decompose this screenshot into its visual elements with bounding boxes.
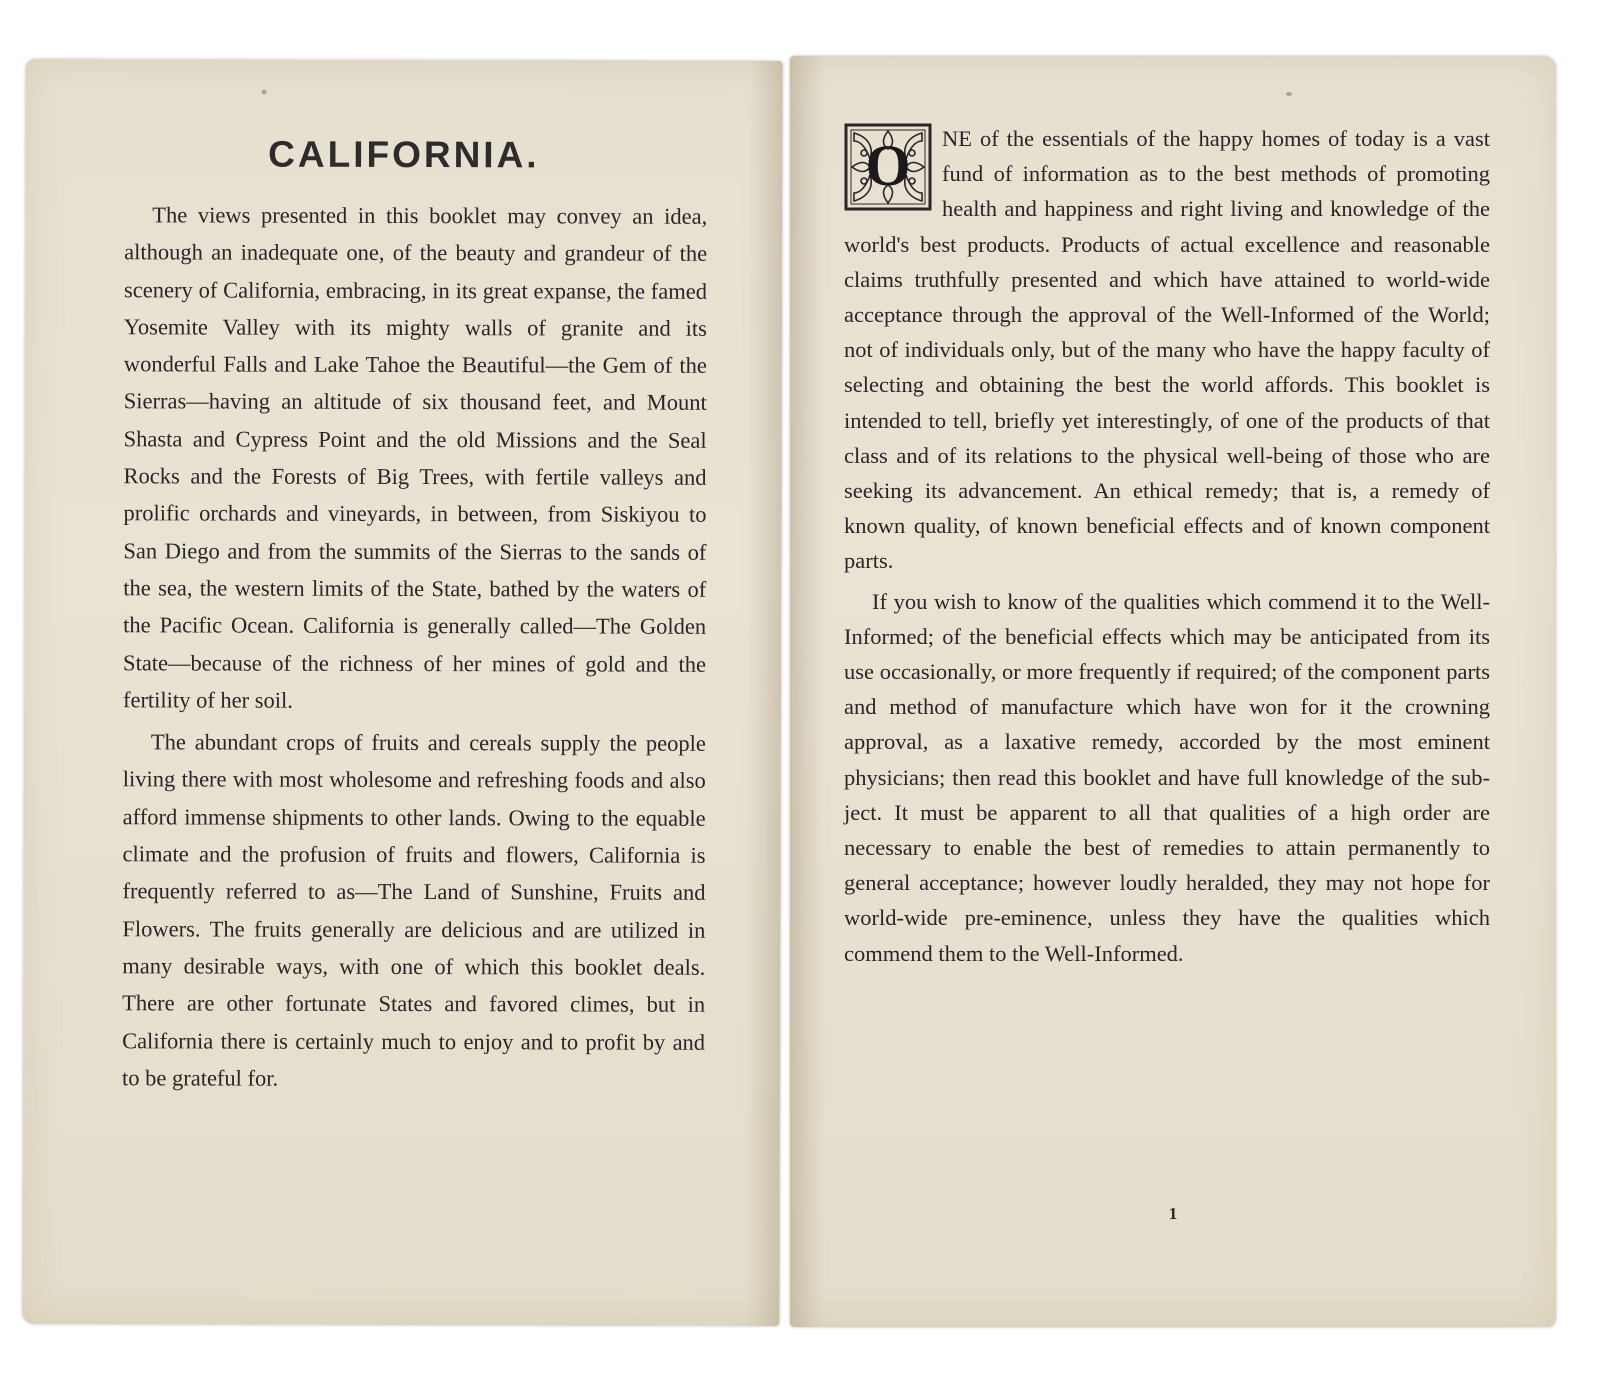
paper-speck	[262, 90, 267, 95]
left-paragraph-1: The views presented in this booklet may convey an idea, although an inadequate one, of the beauty and grandeur of the scenery of California, embracing, in its great expanse, the famed Yosemite Valley with its mighty walls of granite and its wonderful Falls and Lake Tahoe the Beautiful—the Gem of the Sierras—having an altitude of six thousand feet, and Mount Shasta and Cypress Point and the old Missions and the Seal Rocks and the Forests of Big Trees, with fertile valleys and prolific orchards and vineyards, in between, from Siskiyou to San Diego and from the summits of the Sierras to the sands of the sea, the western limits of the State, bathed by the waters of the Pacific Ocean. California is generally called—The Golden State—because of the richness of her mines of gold and the fertility of her soil.	[122, 202, 708, 713]
right-paragraph-2: If you wish to know of the qualities which commend it to the Well-Informed; of the beneficial effects which may be anticipated from its use occasionally, or more frequently if required; of the component parts and method of manufacture which have won for it the crowning approval, as a laxative remedy, accorded by the most eminent physicians; then read this booklet and have full knowledge of the subject. It must be apparent to all that qualities of a high order are necessary to enable the best of remedies to attain permanently to general acceptance; however loudly heralded, they may not hope for world-wide pre-eminence, unless they have the qualities which commend them to the Well-Informed.	[844, 588, 1490, 966]
left-page	[22, 59, 782, 1326]
page-number: 1	[1168, 1204, 1178, 1223]
right-paragraph-1-text: NE of the essentials of the happy homes of today is a vast fund of information as to the best methods of promoting health and happiness and right living and knowledge of the world's best products. Products of actual excellence and reasonable claims truthfully presented and which have attained to world-wide acceptance through the approval of the Well-Informed of the World; not of individuals only, but of the many who have the happy faculty of selecting and obtaining the best the world affords. This booklet is intended to tell, briefly yet interestingly, of one of the products of that class and of its relations to the physical well-being of those who are seeking its advancement. An ethical remedy; that is, a remedy of known quality, of known beneficial effects and of known component parts.	[844, 126, 1490, 574]
page-title: CALIFORNIA.	[268, 133, 540, 176]
ornamental-drop-cap-icon	[844, 123, 932, 211]
right-page	[790, 56, 1556, 1327]
ornamental-drop-cap	[844, 123, 932, 211]
spine-shadow-left	[745, 61, 782, 1326]
drop-cap-letter: O	[865, 133, 911, 198]
paper-speck	[1286, 92, 1292, 96]
left-paragraph-2: The abundant crops of fruits and cereals supply the people living there with most wholesome and refreshing foods and also afford immense shipments to other lands. Owing to the equable climate and the profusion of fruits and flowers, California is frequently referred to as—The Land of Sunshine, Fruits and Flowers. The fruits generally are delicious and are utilized in many desirable ways, with one of which this booklet deals. There are other fortunate States and favored climes, but in California there is certainly much to enjoy and to profit by and to be grateful for.	[121, 729, 706, 1091]
left-body-text	[122, 196, 707, 1098]
right-body-text	[844, 121, 1490, 971]
right-paragraph-1	[844, 121, 1490, 579]
spine-shadow-right	[790, 56, 824, 1327]
